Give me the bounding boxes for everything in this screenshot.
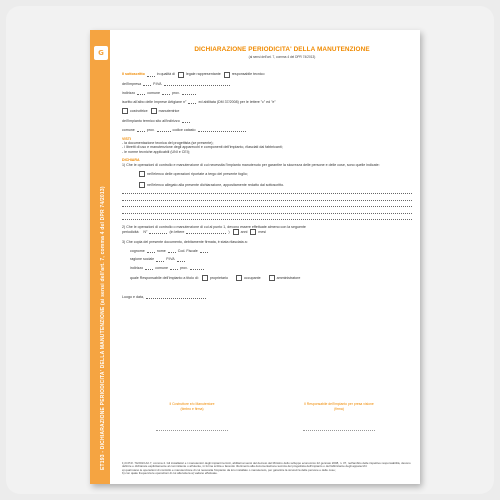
label-p3-piva: P.IVA bbox=[166, 257, 175, 262]
row-p1-opt1 bbox=[122, 171, 412, 177]
signature-left-label: Il Costruttore e/o Manutentore (timbro e firma) bbox=[169, 402, 215, 411]
field-comune-impianto[interactable] bbox=[137, 128, 145, 132]
checkbox-proprietario[interactable] bbox=[202, 275, 208, 281]
dichiara-heading: DICHIARA bbox=[122, 158, 140, 163]
row-luogo bbox=[122, 295, 412, 299]
field-comune[interactable] bbox=[162, 91, 170, 95]
field-cf[interactable] bbox=[200, 249, 208, 253]
field-prov[interactable] bbox=[182, 91, 196, 95]
field-luogo[interactable] bbox=[146, 295, 206, 299]
field-indirizzo[interactable] bbox=[137, 91, 145, 95]
row-periodicita bbox=[122, 229, 412, 235]
field-impresa[interactable] bbox=[143, 82, 151, 86]
label-proprietario: proprietario bbox=[209, 275, 228, 280]
label-impresa: dell'impresa bbox=[122, 82, 142, 87]
label-p3-indirizzo: indirizzo bbox=[130, 266, 144, 271]
row-impianto bbox=[122, 119, 412, 123]
label-comune-impianto: comune bbox=[122, 127, 135, 132]
visti-heading: VISTI bbox=[122, 136, 131, 141]
label-close: ) bbox=[228, 230, 230, 235]
label-responsabile: responsabile tecnico bbox=[231, 72, 265, 77]
label-qualita: in qualità di bbox=[156, 72, 175, 77]
point-2-text: 2) Che le operazioni di controllo o manutenzione di cui al punto 1, devono essere effettuate almeno con la seguente bbox=[122, 224, 306, 229]
field-catasto[interactable] bbox=[198, 128, 246, 132]
checkbox-costruttrice[interactable] bbox=[122, 108, 128, 114]
checkbox-legale[interactable] bbox=[178, 72, 184, 78]
label-costruttrice: costruttrice bbox=[130, 109, 148, 114]
signature-right-label: Il Responsabile dell'impianto per presa visione (firma) bbox=[304, 402, 374, 411]
point-3-text: 3) Che copia del presente documento, debitamente firmata, è stata rilasciata a: bbox=[122, 239, 248, 244]
checkbox-mesi[interactable] bbox=[250, 229, 256, 235]
document-sheet bbox=[90, 30, 420, 484]
footnote: b) con quale frequenza le operazioni di cui alla lettera a) vadano effettuate. bbox=[122, 471, 218, 476]
checkbox-responsabile[interactable] bbox=[224, 72, 230, 78]
field-lettere[interactable] bbox=[186, 230, 226, 234]
label-titolo: quale Responsabile dell'impianto a titolo di: bbox=[130, 275, 199, 280]
field-prov-impianto[interactable] bbox=[157, 128, 171, 132]
visti-item: - la documentazione tecnica del progettista (se presente); bbox=[122, 140, 214, 145]
field-sottoscritto[interactable] bbox=[147, 73, 155, 77]
page-subtitle: (ai sensi dell'art. 7, comma 4 del DPR 74/2013) bbox=[248, 54, 316, 59]
page-title: DICHIARAZIONE PERIODICITA' DELLA MANUTENZIONE bbox=[194, 46, 370, 53]
label-comune: comune bbox=[147, 90, 160, 95]
label-sottoscritto: Il sottoscritto bbox=[122, 72, 145, 77]
label-p3-prov: prov. bbox=[179, 266, 188, 271]
field-p3-comune[interactable] bbox=[170, 266, 178, 270]
field-numero[interactable] bbox=[149, 230, 167, 234]
label-luogo: Luogo e data, bbox=[122, 295, 144, 300]
row-comune-impianto bbox=[122, 128, 412, 132]
footnote: 1) D.P.R. 74/2013 Art.7, comma 4. Gli installatori e i manutentori degli impianti termici, abilitati ai sensi del decreto del Ministro dello sviluppo economico 22 gennaio 2008, n. 37, nell'ambito delle rispettive responsabilità, devono definire e dichiarare esplicitamente al committente o all'utente, in forma scritta e facendo riferimento alla documentazione tecnica del progettista dell'impianto o del fabbricante degli apparecchi: bbox=[122, 460, 411, 469]
point-1-text: 1) Che le operazioni di controllo e manutenzione di cui necessita l'impianto manutenuto per garantire la sicurezza delle persone e delle cose, sono quelle indicate: bbox=[122, 162, 380, 167]
label-ragione: ragione sociale bbox=[130, 257, 155, 262]
label-numero: N° bbox=[143, 230, 148, 235]
row-tipo bbox=[122, 108, 412, 114]
visti-item: - le norme tecniche applicabili (UNI e CEI); bbox=[122, 149, 190, 154]
label-p1-tergo: nell'elenco delle operazioni riportate a tergo del presente foglio; bbox=[147, 172, 248, 177]
label-albo: iscritto all'albo delle Imprese Artigiane n° bbox=[122, 99, 187, 104]
checkbox-p1-allegato[interactable] bbox=[139, 182, 145, 188]
side-band bbox=[90, 30, 110, 484]
row-p3-titolo bbox=[122, 275, 412, 281]
label-occupante: occupante bbox=[244, 275, 261, 280]
field-impianto[interactable] bbox=[182, 119, 190, 123]
signature-left bbox=[122, 402, 262, 431]
blank-line[interactable] bbox=[122, 214, 412, 221]
signature-right-line[interactable] bbox=[303, 430, 375, 431]
label-periodicita: periodicità: bbox=[122, 230, 140, 235]
row-impresa bbox=[122, 82, 412, 86]
row-p3-cognome bbox=[122, 249, 412, 253]
field-albo[interactable] bbox=[188, 100, 196, 104]
label-catasto: codice catasto bbox=[172, 127, 196, 132]
row-sottoscritto bbox=[122, 72, 412, 78]
field-p3-piva[interactable] bbox=[177, 258, 185, 262]
checkbox-anni[interactable] bbox=[233, 229, 239, 235]
label-lettere: (in lettere bbox=[169, 230, 185, 235]
label-prov-impianto: prov. bbox=[146, 127, 155, 132]
visti-item: - i libretti di uso e manutenzione degli apparecchi e componenti dell'impianto, rilasciati dai fabbricanti; bbox=[122, 145, 283, 150]
footnote: a) quali siano le operazioni di controllo e manutenzione di cui necessita l'impianto da loro installato o manutenuto, per garantire la sicurezza delle persone e delle cose; bbox=[122, 467, 336, 472]
label-p1-allegato: nell'elenco allegato alla presente dichiarazione, appositamente redatto dal sottoscritto. bbox=[147, 182, 285, 187]
label-anni: anni bbox=[240, 230, 248, 235]
label-manutentrice: manutentrice bbox=[158, 109, 180, 114]
checkbox-amministratore[interactable] bbox=[269, 275, 275, 281]
signature-left-line[interactable] bbox=[156, 430, 228, 431]
field-cognome[interactable] bbox=[147, 249, 155, 253]
row-p3-ragione bbox=[122, 257, 412, 261]
label-indirizzo: indirizzo bbox=[122, 90, 136, 95]
row-indirizzo bbox=[122, 91, 412, 95]
label-amministratore: amministratore bbox=[276, 275, 301, 280]
logo-icon: G bbox=[94, 46, 108, 60]
field-piva[interactable] bbox=[164, 82, 230, 86]
field-p3-prov[interactable] bbox=[190, 266, 204, 270]
label-cognome: cognome bbox=[130, 248, 145, 253]
label-legale: legale rappresentante bbox=[185, 72, 221, 77]
field-nome[interactable] bbox=[168, 249, 176, 253]
label-impianto: dell'impianto termico sito all'indirizzo bbox=[122, 118, 180, 123]
label-abilitata: ed abilitata (DM 37/2008) per le lettere "c" ed "e" bbox=[198, 99, 276, 104]
row-albo bbox=[122, 100, 412, 104]
label-nome: nome bbox=[156, 248, 166, 253]
label-cf: Cod. Fiscale bbox=[177, 248, 198, 253]
signature-right bbox=[268, 402, 410, 431]
label-prov: prov. bbox=[171, 90, 180, 95]
label-mesi: mesi bbox=[258, 230, 267, 235]
field-ragione[interactable] bbox=[156, 258, 164, 262]
label-piva: P.IVA bbox=[153, 82, 162, 87]
checkbox-manutentrice[interactable] bbox=[151, 108, 157, 114]
checkbox-p1-tergo[interactable] bbox=[139, 171, 145, 177]
form-content bbox=[122, 46, 412, 478]
checkbox-occupante[interactable] bbox=[236, 275, 242, 281]
label-p3-comune: comune bbox=[155, 266, 168, 271]
field-p3-indirizzo[interactable] bbox=[145, 266, 153, 270]
row-p3-indirizzo bbox=[122, 266, 412, 270]
preview-canvas bbox=[6, 6, 494, 494]
band-text: ET193 - DICHIARAZIONE PERIODICITA' DELLA MANUTENZIONE (ai sensi dell'art. 7, comma 4 del DPR 74/2013) bbox=[100, 186, 106, 470]
footnotes bbox=[122, 462, 412, 477]
